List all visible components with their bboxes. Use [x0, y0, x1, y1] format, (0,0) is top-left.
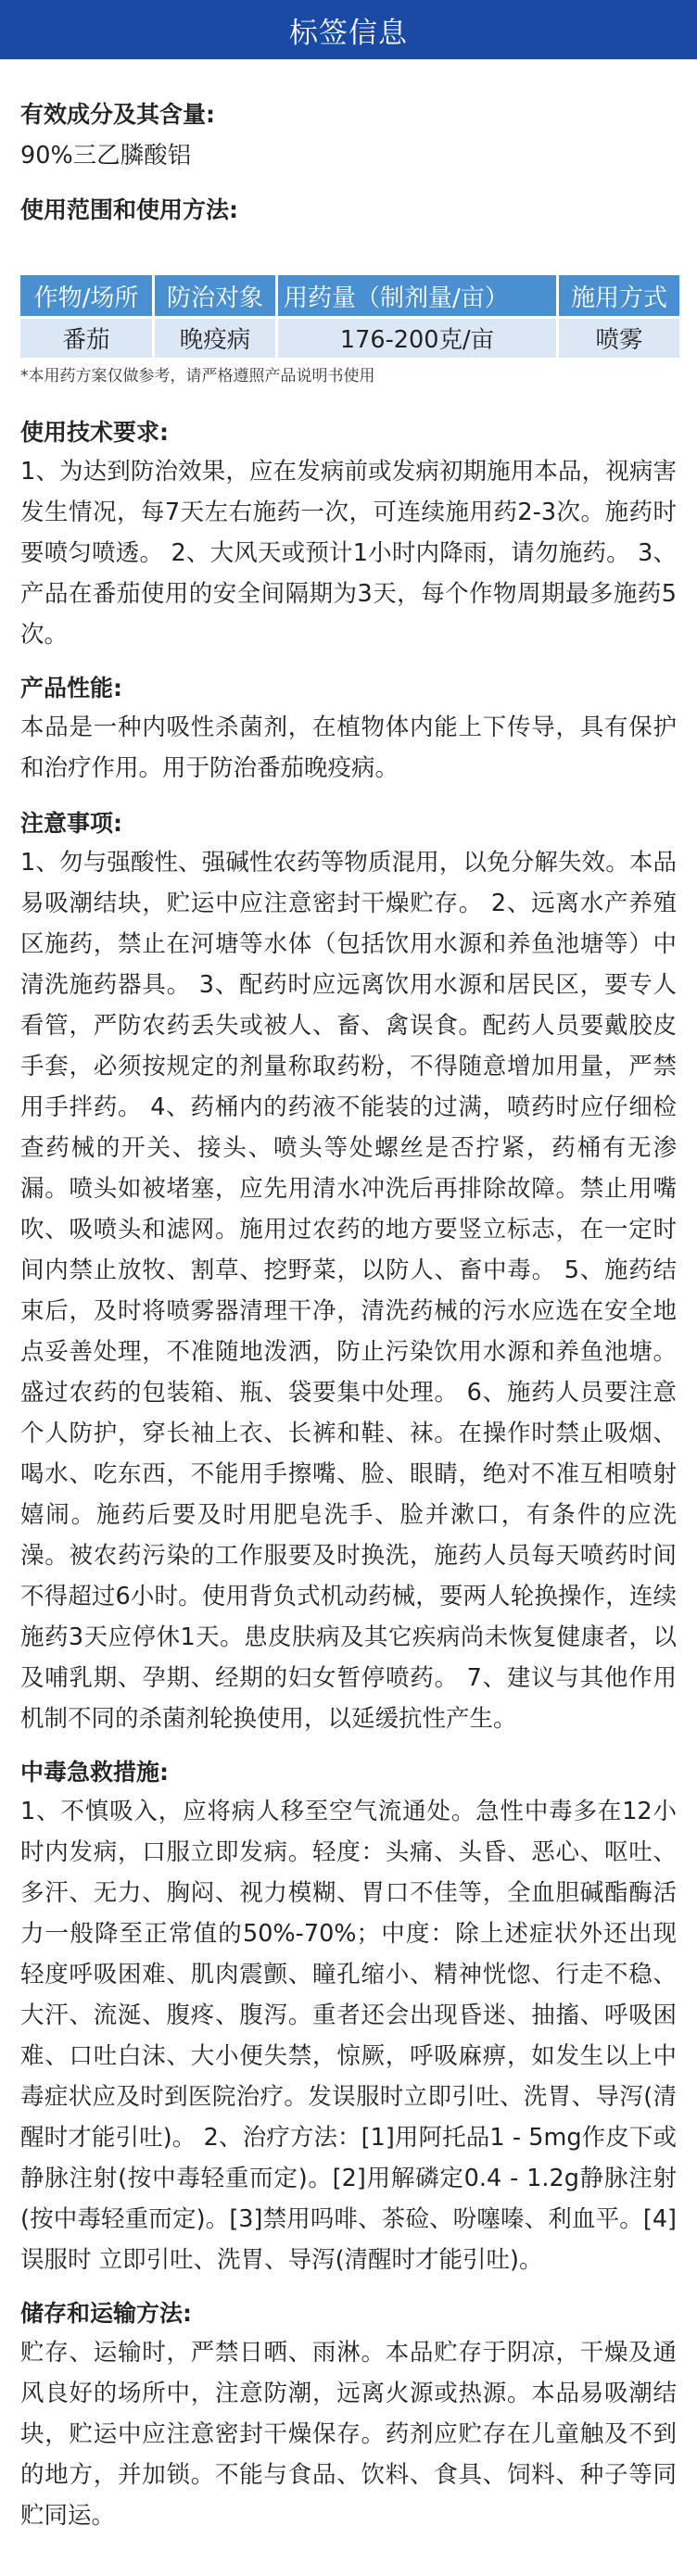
- performance-section: [20, 670, 677, 789]
- cell-target: 晚疫病: [155, 319, 275, 358]
- usage-table: [18, 272, 682, 360]
- usage-section: [20, 192, 677, 390]
- tech-section: [20, 414, 677, 655]
- page-title: 标签信息: [289, 16, 408, 50]
- usage-heading: 使用范围和使用方法:: [20, 196, 238, 223]
- storage-text: 贮存、运输时，严禁日晒、雨淋。本品贮存于阴凉，干燥及通风良好的场所中，注意防潮，远离火源或热源。本品易吸潮结块，贮运中应注意密封干燥保存。药剂应贮存在儿童触及不到的地方，并加锁。不能与食品、饮料、食具、饲料、种子等同贮同运。: [20, 2339, 677, 2530]
- usage-note: *本用药方案仅做参考，请严格遵照产品说明书使用: [20, 367, 375, 385]
- label-content: [0, 96, 697, 2536]
- column-header-target: 防治对象: [155, 275, 275, 316]
- performance-text: 本品是一种内吸性杀菌剂，在植物体内能上下传导，具有保护和治疗作用。用于防治番茄晚疫病。: [20, 713, 677, 782]
- cautions-text: 1、勿与强酸性、强碱性农药等物质混用，以免分解失效。本品易吸潮结块，贮运中应注意密封干燥贮存。 2、远离水产养殖区施药，禁止在河塘等水体（包括饮用水源和养鱼池塘等）中清洗施药器具。 3、配药时应远离饮用水源和居民区，要专人看管，严防农药丢失或被人、畜、禽误食。配药人员要戴胶皮手套，必须按规定的剂量称取药粉，不得随意增加用量，严禁用手拌药。 4、药桶内的药液不能装的过满，喷药时应仔细检查药械的开关、接头、喷头等处螺丝是否拧紧，药桶有无渗漏。喷头如被堵塞，应先用清水冲洗后再排除故障。禁止用嘴吹、吸喷头和滤网。施用过农药的地方要竖立标志，在一定时间内禁止放牧、割草、挖野菜，以防人、畜中毒。 5、施药结束后，及时将喷雾器清理干净，清洗药械的污水应选在安全地点妥善处理，不准随地泼洒，防止污染饮用水源和养鱼池塘。盛过农药的包装箱、瓶、袋要集中处理。 6、施药人员要注意个人防护，穿长袖上衣、长裤和鞋、袜。在操作时禁止吸烟、喝水、吃东西，不能用手擦嘴、脸、眼睛，绝对不准互相喷射嬉闹。施药后要及时用肥皂洗手、脸并漱口，有条件的应洗澡。被农药污染的工作服要及时换洗，施药人员每天喷药时间不得超过6小时。使用背负式机动药械，要两人轮换操作，连续施药3天应停休1天。患皮肤病及其它疾病尚未恢复健康者，以及哺乳期、孕期、经期的妇女暂停喷药。 7、建议与其他作用机制不同的杀菌剂轮换使用，以延缓抗性产生。: [20, 849, 677, 1733]
- cautions-section: [20, 805, 677, 1739]
- table-row: [20, 319, 679, 358]
- cell-crop: 番茄: [20, 319, 152, 358]
- cautions-heading: 注意事项:: [20, 810, 122, 837]
- firstaid-section: [20, 1754, 677, 2280]
- storage-section: [20, 2295, 677, 2536]
- cell-method: 喷雾: [559, 319, 679, 358]
- column-header-method: 施用方式: [559, 275, 679, 316]
- performance-heading: 产品性能:: [20, 675, 122, 701]
- usage-table-header: [20, 275, 679, 316]
- ingredient-value: 90%三乙膦酸铝: [20, 142, 192, 170]
- page-header: [0, 0, 697, 59]
- ingredient-heading: 有效成分及其含量:: [20, 101, 215, 128]
- tech-heading: 使用技术要求:: [20, 419, 169, 446]
- firstaid-heading: 中毒急救措施:: [20, 1759, 169, 1786]
- cell-dosage: 176-200克/亩: [278, 319, 556, 358]
- column-header-crop: 作物/场所: [20, 275, 152, 316]
- ingredient-section: [20, 96, 677, 174]
- tech-text: 1、为达到防治效果，应在发病前或发病初期施用本品，视病害发生情况，每7天左右施药一次，可连续施用药2-3次。施药时要喷匀喷透。 2、大风天或预计1小时内降雨，请勿施药。 3、产品在番茄使用的安全间隔期为3天，每个作物周期最多施药5次。: [20, 458, 677, 649]
- firstaid-text: 1、不慎吸入，应将病人移至空气流通处。急性中毒多在12小时内发病，口服立即发病。轻度：头痛、头昏、恶心、呕吐、多汗、无力、胸闷、视力模糊、胃口不佳等，全血胆碱酯酶活力一般降至正常值的50%-70%；中度：除上述症状外还出现轻度呼吸困难、肌肉震颤、瞳孔缩小、精神恍惚、行走不稳、大汗、流涎、腹疼、腹泻。重者还会出现昏迷、抽搐、呼吸困难、口吐白沫、大小便失禁，惊厥，呼吸麻痹，如发生以上中毒症状应及时到医院治疗。发误服时立即引吐、洗胃、导泻(清醒时才能引吐)。 2、治疗方法：[1]用阿托品1 - 5mg作皮下或静脉注射(按中毒轻重而定)。[2]用解磷定0.4 - 1.2g静脉注射(按中毒轻重而定)。[3]禁用吗啡、茶硷、吩噻嗪、利血平。[4]误服时 立即引吐、洗胃、导泻(清醒时才能引吐)。: [20, 1798, 677, 2274]
- storage-heading: 储存和运输方法:: [20, 2300, 192, 2327]
- column-header-dosage: 用药量（制剂量/亩）: [278, 275, 556, 316]
